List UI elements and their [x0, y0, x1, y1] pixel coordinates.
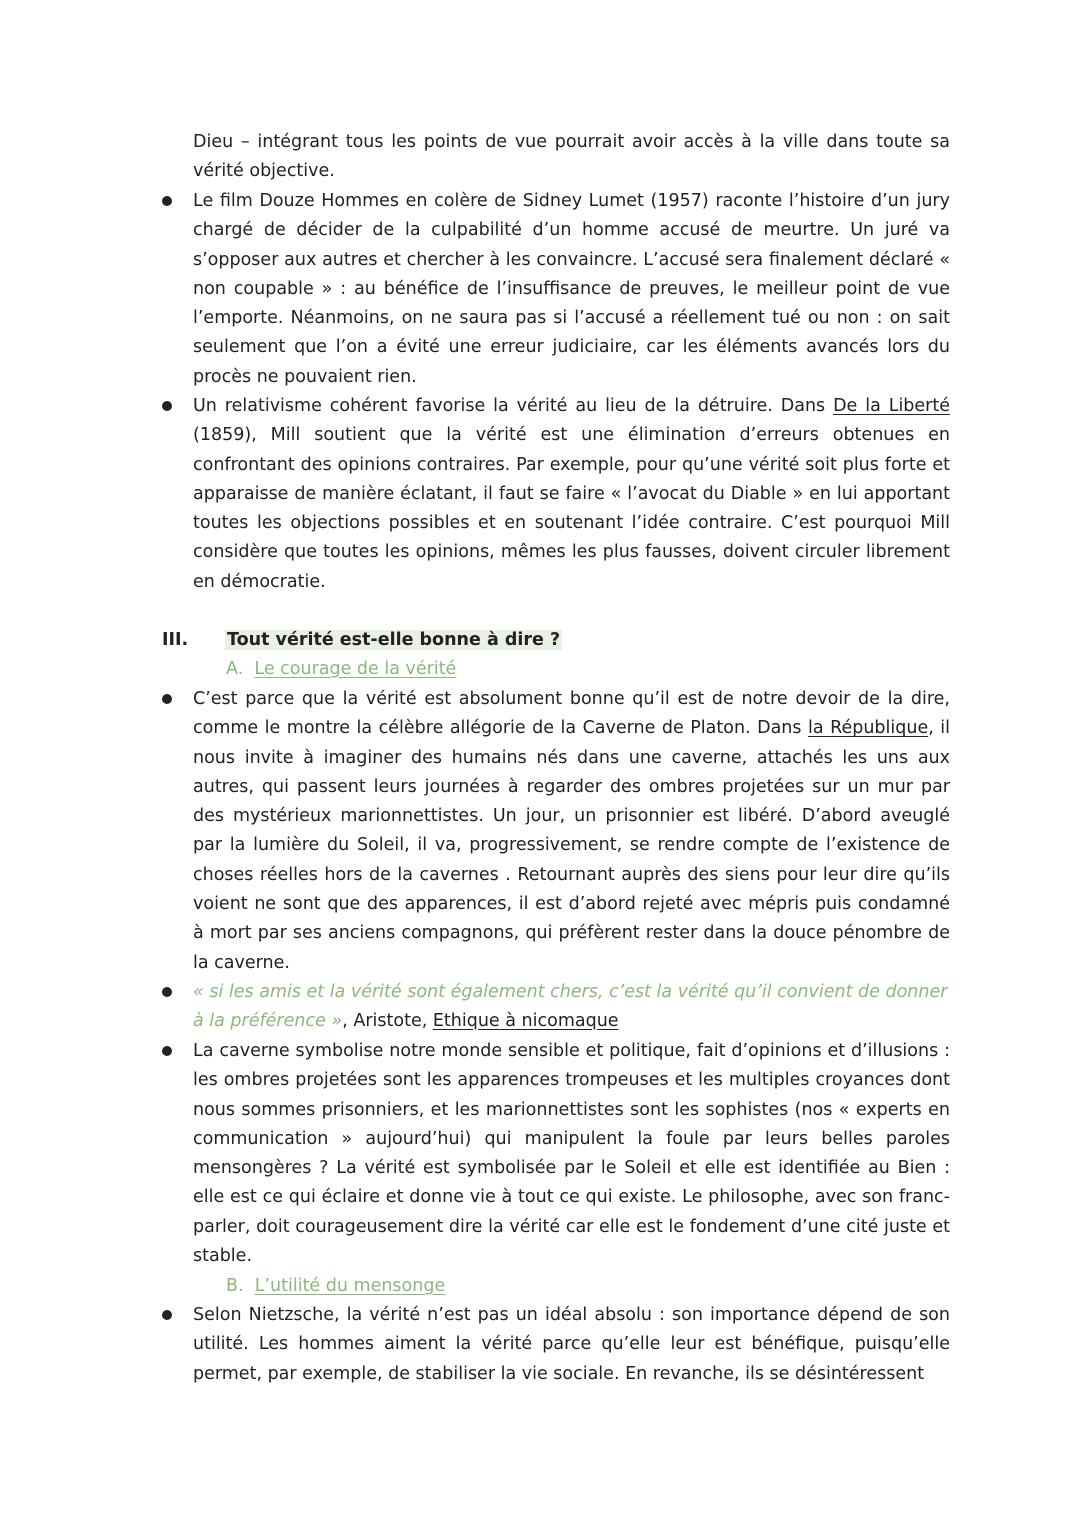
bullet-icon — [162, 987, 172, 997]
section-title-text: Tout vérité est-elle bonne à dire ? — [227, 630, 561, 650]
bullet-icon — [162, 694, 172, 704]
bullet-paragraph: Le film Douze Hommes en colère de Sidney Lumet (1957) raconte l’histoire d’un jury chargé de décider de la culpabilité d’un homme accusé de meurtre. Un juré va s’opposer aux autres et chercher à les convaincre. L’accusé sera finalement déclaré « non coupable » : au bénéfice de l’insuffisance de preuves, le meilleur point de vue l’emporte. Néanmoins, on ne saura pas si l’accusé a réellement tué ou non : on sait seulement que l’on a évité une erreur judiciaire, car les éléments avancés lors du procès ne pouvaient rien. — [193, 191, 950, 387]
section-numeral: III. — [162, 630, 189, 650]
subsection-heading-b — [226, 1272, 445, 1301]
subsection-heading-a — [226, 655, 456, 684]
paragraph-text: , il nous invite à imaginer des humains nés dans une caverne, attachés les uns aux autres, qui passent leurs journées à regarder des ombres projetées sur un mur par des mystérieux marionnettistes. Un jour, un prisonnier est libéré. D’abord aveuglé par la lumière du Soleil, il va, progressivement, se rendre compte de l’existence de choses réelles hors de la cavernes . Retournant auprès des siens pour leur dire qu’ils voient ne sont que des apparences, il est d’abord rejeté avec mépris puis condamné à mort par ses anciens compagnons, qui préfèrent rester dans la douce pénombre de la caverne. — [193, 718, 950, 973]
subsection-title: Le courage de la vérité — [254, 659, 457, 679]
quote-work: Ethique à nicomaque — [432, 1011, 619, 1031]
paragraph-text: (1859), Mill soutient que la vérité est une élimination d’erreurs obtenues en confrontant des opinions contraires. Par exemple, pour qu’une vérité soit plus forte et apparaisse de manière éclatant, il faut se faire « l’avocat du Diable » en lui apportant toutes les objections possibles et en soutenant l’idée contraire. C’est pourquoi Mill considère que toutes les opinions, mêmes les plus fausses, doivent circuler librement en démocratie. — [193, 425, 950, 592]
quote-line — [193, 1007, 619, 1036]
subsection-letter: B. — [226, 1276, 244, 1296]
bullet-icon — [162, 401, 172, 411]
bullet-paragraph: Selon Nietzsche, la vérité n’est pas un idéal absolu : son importance dépend de son utilité. Les hommes aiment la vérité parce qu’elle leur est bénéfique, puisqu’elle permet, par exemple, de stabiliser la vie sociale. En revanche, ils se désintéressent — [193, 1305, 950, 1384]
section-title — [225, 626, 562, 655]
subsection-letter: A. — [226, 659, 244, 679]
bullet-paragraph — [193, 392, 950, 597]
bullet-icon — [162, 196, 172, 206]
paragraph-text: C’est parce que la vérité est absolument bonne qu’il est de notre devoir de la dire, comme le montre la célèbre allégorie de la Caverne de Platon. Dans — [193, 689, 950, 739]
quote-text: à la préférence » — [193, 1011, 343, 1031]
bullet-icon — [162, 1046, 172, 1056]
paragraph-continuation-line: vérité objective. — [193, 161, 335, 181]
subsection-title: L’utilité du mensonge — [254, 1276, 446, 1296]
book-title-link: la République — [808, 718, 929, 739]
quote-author: , Aristote, — [342, 1011, 433, 1031]
bullet-paragraph: La caverne symbolise notre monde sensible et politique, fait d’opinions et d’illusions : les ombres projetées sont les apparences trompeuses et les multiples croyances dont nous sommes prisonniers, et les marionnettistes sont les sophistes (nos « experts en communication » aujourd’hui) qui manipulent la foule par leurs belles paroles mensongères ? La vérité est symbolisée par le Soleil et elle est identifiée au Bien : elle est ce qui éclaire et donne vie à tout ce qui existe. Le philosophe, avec son franc-parler, doit courageusement dire la vérité car elle est le fondement d’une cité juste et stable. — [193, 1041, 950, 1267]
paragraph-continuation-line: Dieu – intégrant tous les points de vue pourrait avoir accès à la ville dans toute sa — [193, 132, 950, 152]
bullet-icon — [162, 1310, 172, 1320]
bullet-paragraph — [193, 685, 950, 978]
paragraph-text: Un relativisme cohérent favorise la vérité au lieu de la détruire. Dans — [193, 396, 834, 416]
book-title-link: De la Liberté — [833, 396, 951, 416]
quote-line: « si les amis et la vérité sont également chers, c’est la vérité qu’il convient de donner — [193, 982, 948, 1002]
